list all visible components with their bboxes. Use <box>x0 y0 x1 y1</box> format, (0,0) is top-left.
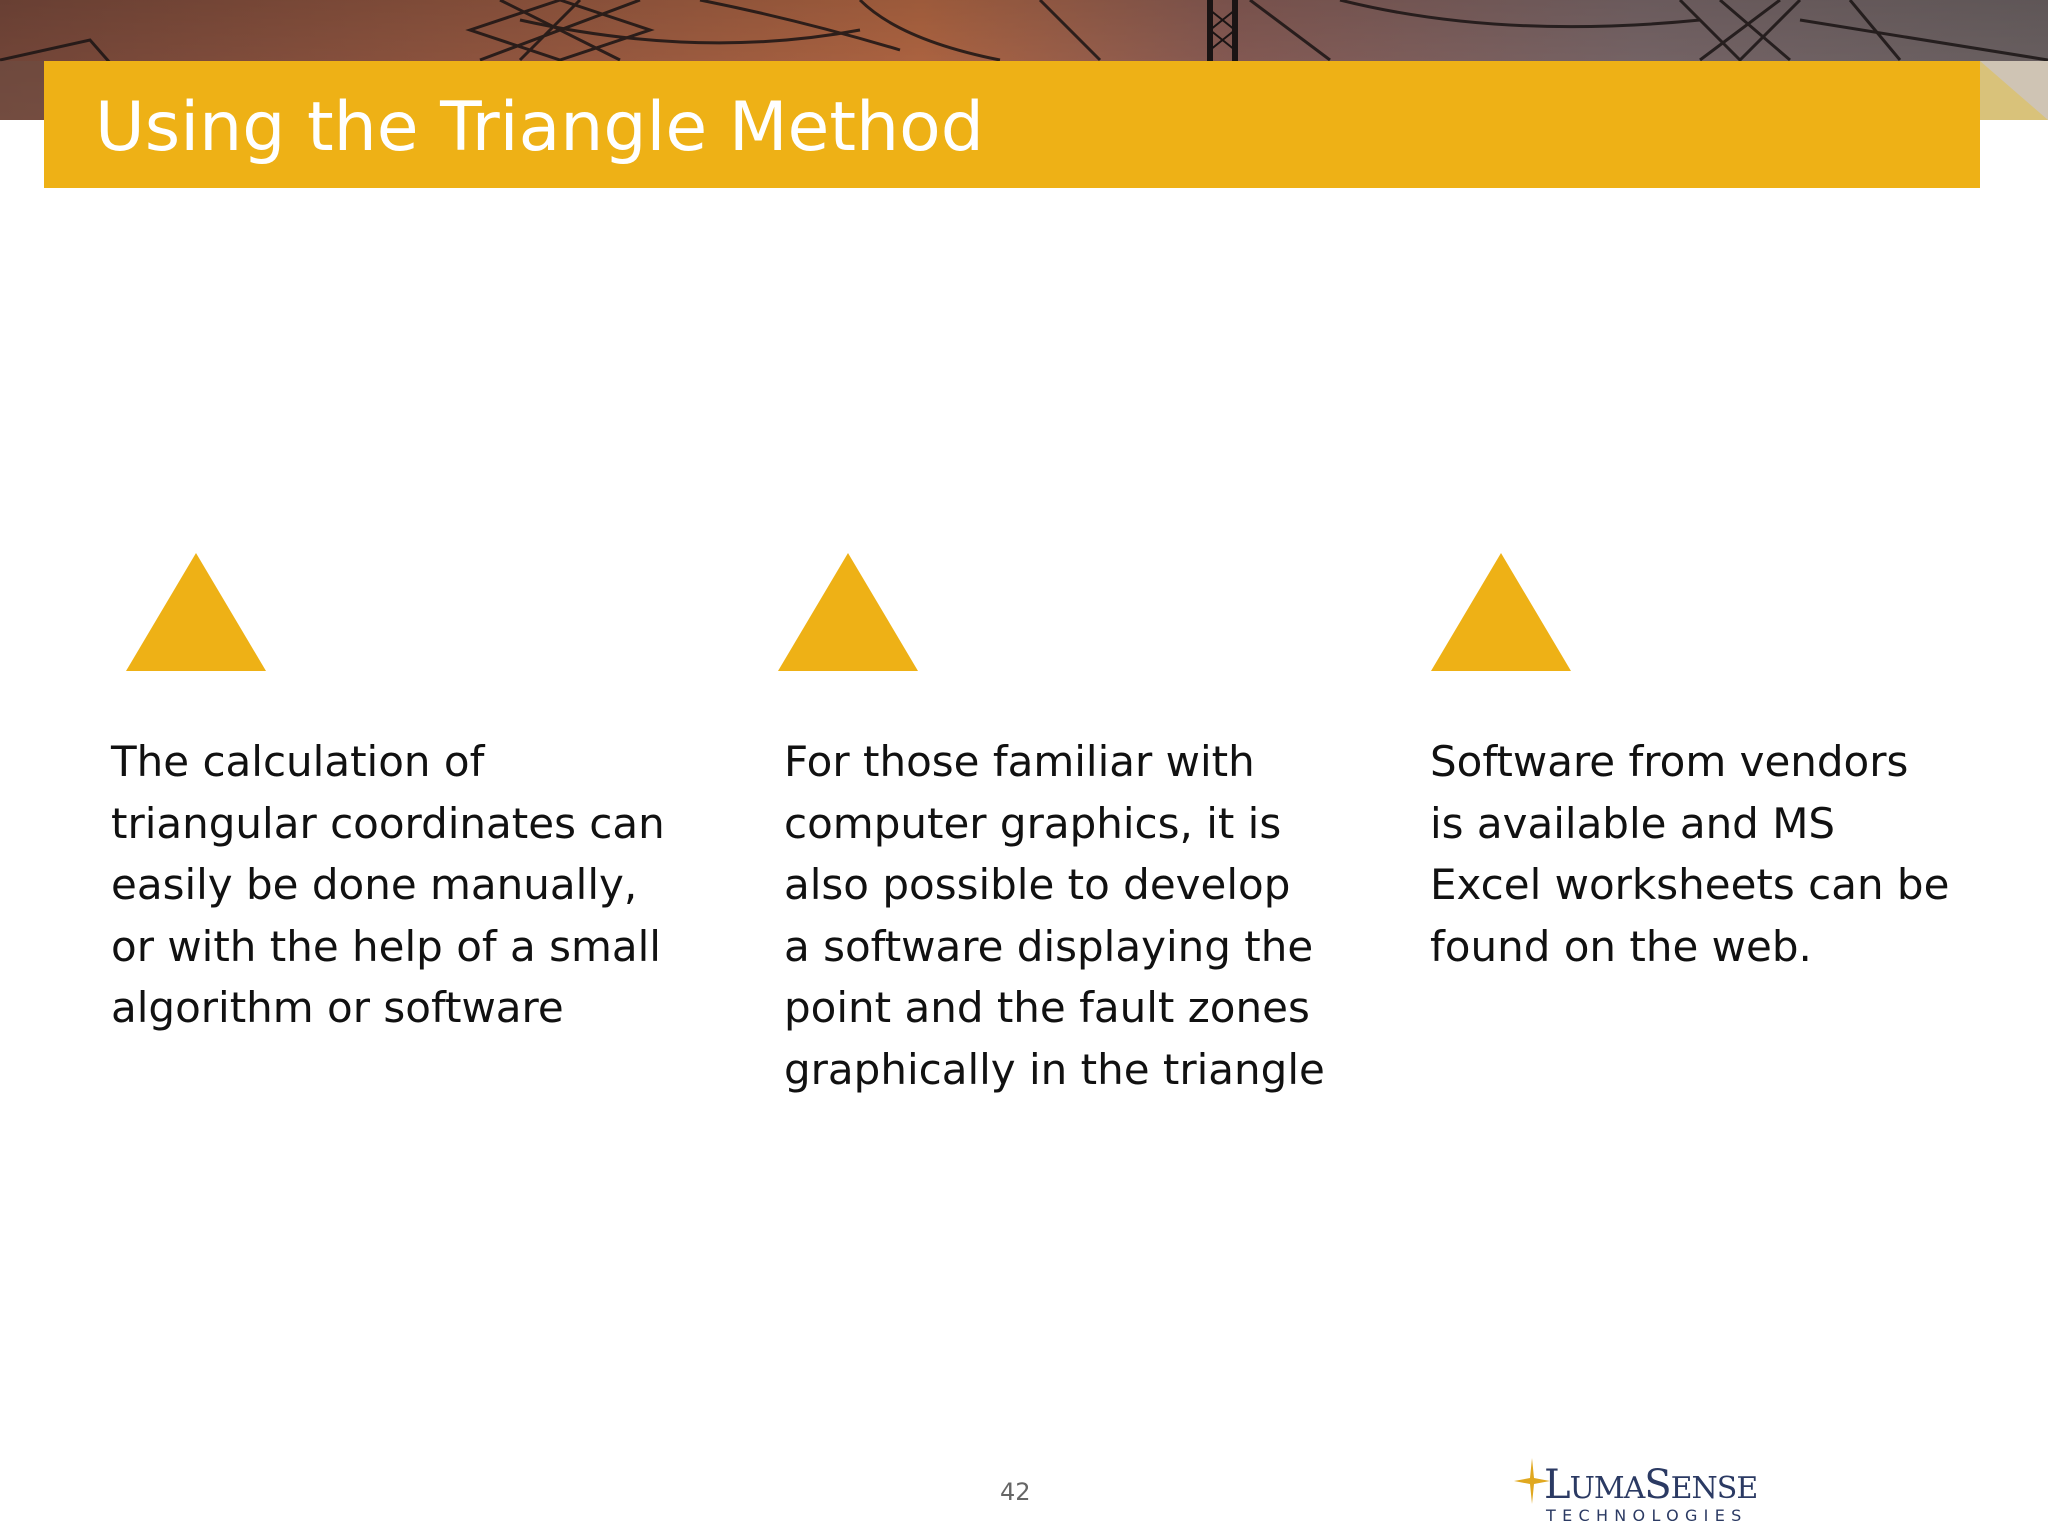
logo-wordmark <box>1544 1462 1757 1508</box>
company-logo <box>1510 1458 1760 1528</box>
text-line: graphically in the triangle <box>784 1044 1325 1094</box>
logo-letter: L <box>1544 1462 1570 1508</box>
text-line: For those familiar with <box>784 737 1255 786</box>
text-line: triangular coordinates can <box>111 798 665 848</box>
title-bar-corner <box>1980 61 2048 120</box>
text-line: also possible to develop <box>784 860 1291 909</box>
logo-letters: ENSE <box>1670 1471 1758 1506</box>
text-line: easily be done manually, <box>111 860 638 909</box>
column-text-3 <box>1430 731 1949 977</box>
page-number: 42 <box>1000 1478 1031 1506</box>
text-line: Software from vendors <box>1430 737 1909 786</box>
text-line: computer graphics, it is <box>784 798 1282 848</box>
column-text-1 <box>111 731 665 1039</box>
page-title: Using the Triangle Method <box>95 88 984 167</box>
text-line: The calculation of <box>111 737 485 786</box>
text-line: algorithm or software <box>111 983 564 1032</box>
logo-letter: S <box>1644 1462 1671 1508</box>
column-text-2 <box>784 731 1325 1100</box>
triangle-icon <box>1431 553 1571 673</box>
text-line: a software displaying the <box>784 921 1314 971</box>
text-line: found on the web. <box>1430 921 1812 971</box>
logo-subtitle: TECHNOLOGIES <box>1546 1506 1748 1525</box>
text-line: or with the help of a small <box>111 921 661 971</box>
text-line: is available and MS <box>1430 798 1836 848</box>
triangle-icon <box>126 553 266 673</box>
triangle-icon <box>778 553 918 673</box>
text-line: point and the fault zones <box>784 983 1310 1032</box>
text-line: Excel worksheets can be <box>1430 860 1950 909</box>
logo-letters: UMA <box>1569 1471 1645 1506</box>
